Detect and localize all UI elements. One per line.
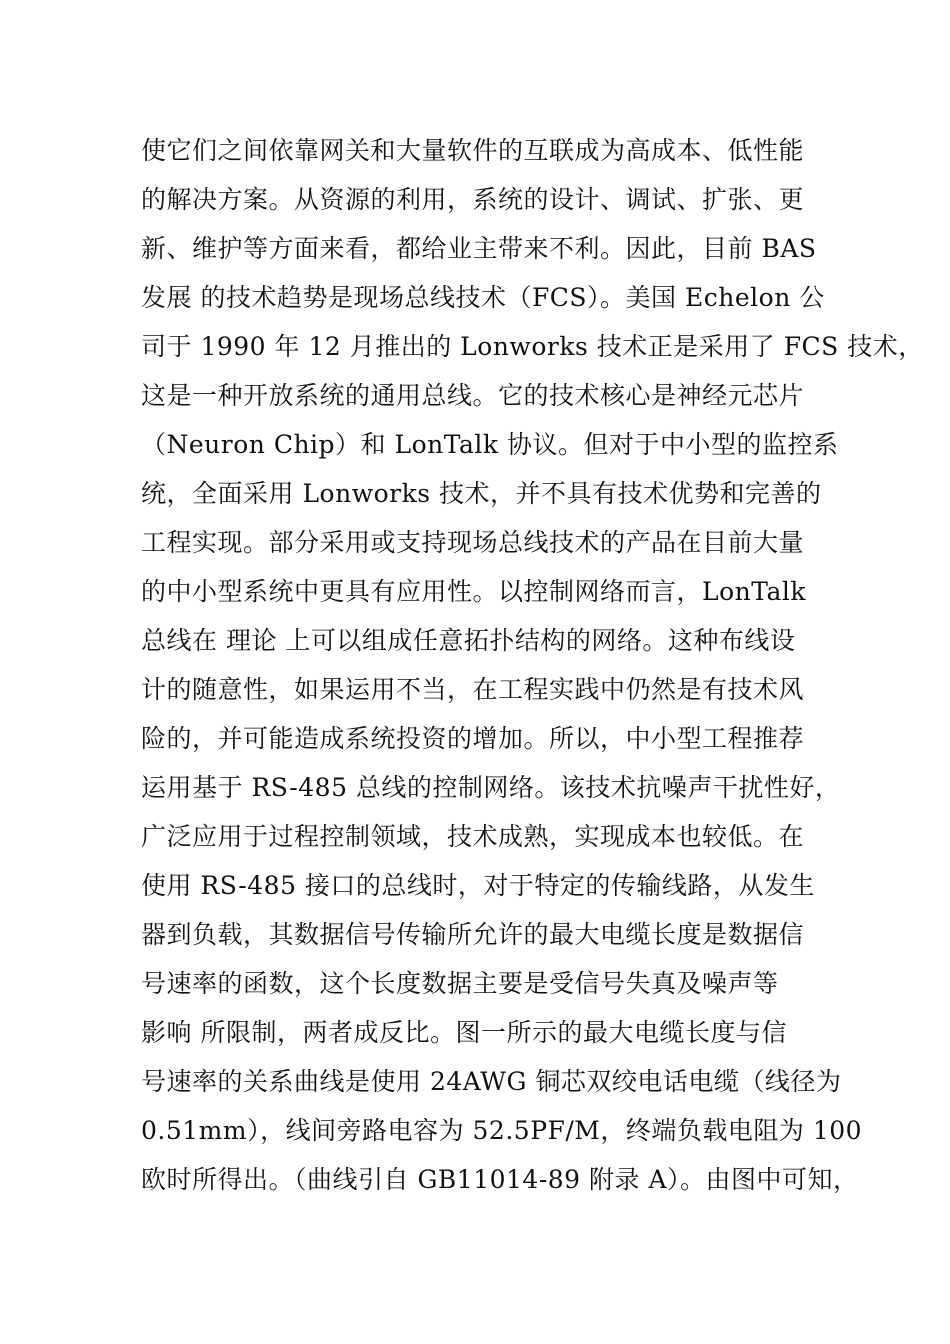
body-paragraph xyxy=(141,126,924,1204)
text-line: 险的，并可能造成系统投资的增加。所以，中小型工程推荐 xyxy=(141,724,805,753)
text-line: 使用 RS-485 接口的总线时，对于特定的传输线路，从发生 xyxy=(141,871,815,900)
text-line: 欧时所得出。（曲线引自 GB11014-89 附录 A）。由图中可知， xyxy=(141,1165,859,1194)
text-line: 发展 的技术趋势是现场总线技术（FCS）。美国 Echelon 公 xyxy=(141,283,825,312)
text-line: 器到负载，其数据信号传输所允许的最大电缆长度是数据信 xyxy=(141,920,805,949)
text-line: 统，全面采用 Lonworks 技术，并不具有技术优势和完善的 xyxy=(141,479,822,508)
text-line: 使它们之间依靠网关和大量软件的互联成为高成本、低性能 xyxy=(141,136,805,165)
text-line: 的解决方案。从资源的利用，系统的设计、调试、扩张、更 xyxy=(141,185,805,214)
text-line: 总线在 理论 上可以组成任意拓扑结构的网络。这种布线设 xyxy=(141,626,796,655)
text-line: 广泛应用于过程控制领域，技术成熟，实现成本也较低。在 xyxy=(141,822,805,851)
text-line: 0.51mm），线间旁路电容为 52.5PF/M，终端负载电阻为 100 xyxy=(141,1116,863,1145)
text-line: 司于 1990 年 12 月推出的 Lonworks 技术正是采用了 FCS 技术， xyxy=(141,332,924,361)
text-line: 号速率的函数，这个长度数据主要是受信号失真及噪声等 xyxy=(141,969,779,998)
text-line: 号速率的关系曲线是使用 24AWG 铜芯双绞电话电缆（线径为 xyxy=(141,1067,842,1096)
text-line: 运用基于 RS-485 总线的控制网络。该技术抗噪声干扰性好， xyxy=(141,773,841,802)
text-line: 新、维护等方面来看，都给业主带来不利。因此，目前 BAS xyxy=(141,234,817,263)
text-line: 这是一种开放系统的通用总线。它的技术核心是神经元芯片 xyxy=(141,381,805,410)
text-line: 的中小型系统中更具有应用性。以控制网络而言，LonTalk xyxy=(141,577,807,606)
text-line: 工程实现。部分采用或支持现场总线技术的产品在目前大量 xyxy=(141,528,805,557)
text-line: （Neuron Chip）和 LonTalk 协议。但对于中小型的监控系 xyxy=(141,430,839,459)
text-line: 计的随意性，如果运用不当，在工程实践中仍然是有技术风 xyxy=(141,675,805,704)
text-line: 影响 所限制，两者成反比。图一所示的最大电缆长度与信 xyxy=(141,1018,787,1047)
